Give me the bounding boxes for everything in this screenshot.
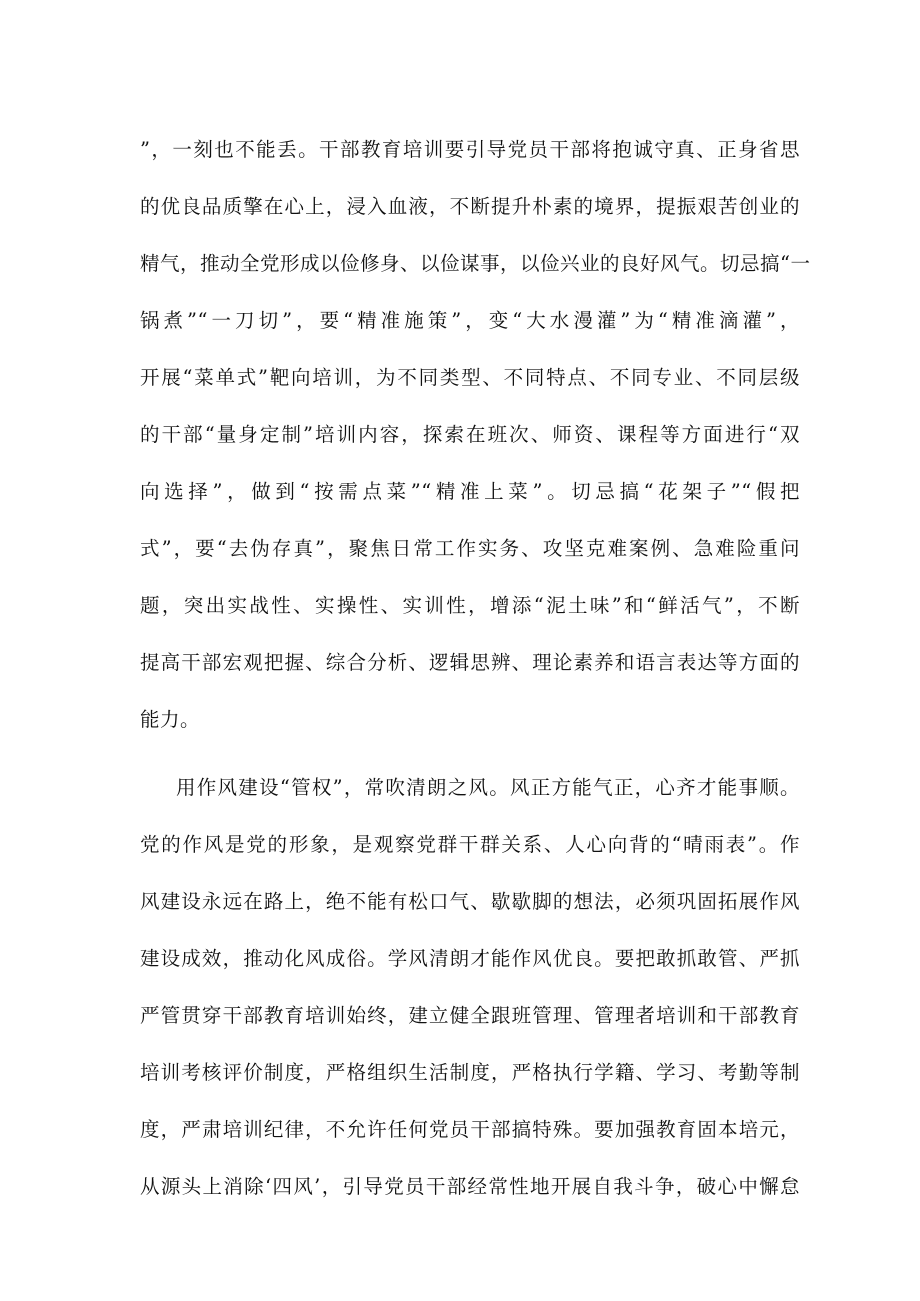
text-line: 风建设永远在路上，绝不能有松口气、歇歇脚的想法，必须巩固拓展作风 (140, 890, 800, 913)
text-line: 式”，要“去伪存真”，聚焦日常工作实务、攻坚克难案例、急难险重问 (140, 537, 800, 560)
text-line: 能力。 (140, 708, 201, 731)
text-line: 从源头上消除‘四风’，引导党员干部经常性地开展自我斗争，破心中懈怠 (140, 1175, 800, 1198)
text-line: 题，突出实战性、实操性、实训性，增添“泥土味”和“鲜活气”，不断 (140, 594, 800, 617)
text-line: 度，严肃培训纪律，不允许任何党员干部搞特殊。要加强教育固本培元， (140, 1118, 800, 1141)
text-line: 的干部“量身定制”培训内容，探索在班次、师资、课程等方面进行“双 (140, 423, 800, 446)
text-line: 锅煮”“一刀切”，要“精准施策”，变“大水漫灌”为“精准滴灌”， (140, 309, 800, 332)
text-line: 向选择”，做到“按需点菜”“精准上菜”。切忌搞“花架子”“假把 (140, 480, 800, 503)
text-line: 开展“菜单式”靶向培训，为不同类型、不同特点、不同专业、不同层级 (140, 366, 800, 389)
text-line: 提高干部宏观把握、综合分析、逻辑思辨、理论素养和语言表达等方面的 (140, 651, 800, 674)
text-line: 培训考核评价制度，严格组织生活制度，严格执行学籍、学习、考勤等制 (140, 1061, 800, 1084)
text-line: 党的作风是党的形象，是观察党群干群关系、人心向背的“晴雨表”。作 (140, 833, 800, 856)
text-line: 用作风建设“管权”，常吹清朗之风。风正方能气正，心齐才能事顺。 (176, 776, 800, 799)
text-line: 精气，推动全党形成以俭修身、以俭谋事，以俭兴业的良好风气。切忌搞“一 (140, 252, 811, 275)
text-line: 严管贯穿干部教育培训始终，建立健全跟班管理、管理者培训和干部教育 (140, 1004, 800, 1027)
text-line: 的优良品质擎在心上，浸入血液，不断提升朴素的境界，提振艰苦创业的 (140, 195, 800, 218)
text-line: ”，一刻也不能丢。干部教育培训要引导党员干部将抱诚守真、正身省思 (140, 138, 800, 161)
text-line: 建设成效，推动化风成俗。学风清朗才能作风优良。要把敢抓敢管、严抓 (140, 947, 800, 970)
